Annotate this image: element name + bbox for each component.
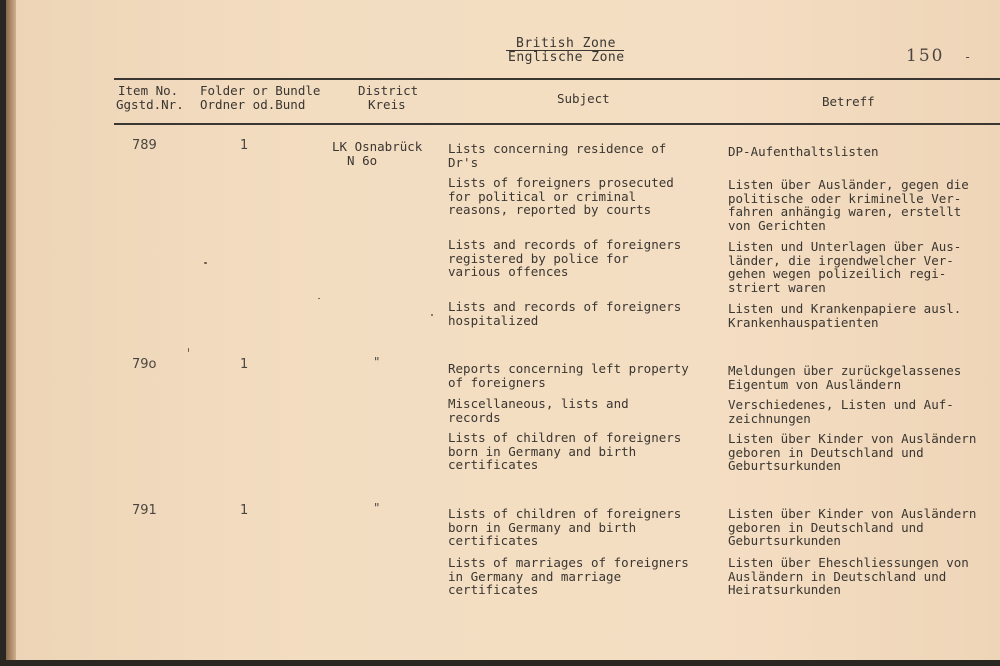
col-folder-en: Folder or Bundle <box>200 83 321 98</box>
subject-entry: Lists of foreigners prosecuted for political or criminal reasons, reported by courts <box>448 175 674 217</box>
col-district-de: Kreis <box>368 97 406 112</box>
document-page <box>6 0 1000 660</box>
betreff-entry: Listen und Krankenpapiere ausl. Krankenhauspatienten <box>728 301 962 330</box>
betreff-entry: Listen über Kinder von Ausländern geboren in Deutschland und Geburtsurkunden <box>728 431 977 473</box>
subject-entry: Lists concerning residence of Dr's <box>448 141 667 170</box>
header-rule-top <box>114 78 1000 80</box>
paper-speck <box>318 298 320 299</box>
item-number: 789 <box>132 138 157 153</box>
col-betreff: Betreff <box>822 94 875 109</box>
zone-title-english: British Zone <box>516 36 616 51</box>
page-mark: - <box>964 50 972 64</box>
betreff-entry: Listen über Ausländer, gegen die politische oder kriminelle Ver- fahren anhängig waren, erstellt von Gerichten <box>728 177 969 233</box>
subject-entry: Lists of children of foreigners born in Germany and birth certificates <box>448 430 682 472</box>
subject-entry: Reports concerning left property of foreigners <box>448 361 689 390</box>
item-number: 79o <box>132 357 157 372</box>
col-subject: Subject <box>557 91 610 106</box>
betreff-entry: Listen über Kinder von Ausländern geboren in Deutschland und Geburtsurkunden <box>728 506 977 548</box>
betreff-entry: Verschiedenes, Listen und Auf- zeichnungen <box>728 397 954 426</box>
page-number: 150 <box>906 46 945 66</box>
zone-title-german: Englische Zone <box>508 50 625 65</box>
subject-entry: Lists and records of foreigners hospitalized <box>448 299 682 328</box>
paper-speck <box>431 314 433 316</box>
page-header <box>6 34 1000 74</box>
item-folder: 1 <box>240 138 249 153</box>
subject-entry: Miscellaneous, lists and records <box>448 396 629 425</box>
subject-entry: Lists and records of foreigners registered by police for various offences <box>448 237 682 279</box>
item-folder: 1 <box>240 357 249 372</box>
subject-entry: Lists of children of foreigners born in Germany and birth certificates <box>448 506 682 548</box>
betreff-entry: Meldungen über zurückgelassenes Eigentum von Ausländern <box>728 363 962 392</box>
col-district-en: District <box>358 83 419 98</box>
betreff-entry: Listen und Unterlagen über Aus- länder, die irgendwelcher Ver- gehen wegen polizeilich regi- striert waren <box>728 239 962 295</box>
item-number: 791 <box>132 503 157 518</box>
item-district-ditto: " <box>374 355 380 369</box>
page-edge <box>6 0 16 660</box>
col-item-en: Item No. <box>118 83 179 98</box>
item-district-ditto: " <box>374 501 380 515</box>
item-district: LK Osnabrück N 6o <box>332 139 423 168</box>
betreff-entry: Listen über Eheschliessungen von Ausländern in Deutschland und Heiratsurkunden <box>728 555 969 597</box>
subject-entry: Lists of marriages of foreigners in Germany and marriage certificates <box>448 555 689 597</box>
col-item-de: Ggstd.Nr. <box>116 97 184 112</box>
header-rule-bottom <box>114 123 1000 125</box>
betreff-entry: DP-Aufenthaltslisten <box>728 144 879 159</box>
col-folder-de: Ordner od.Bund <box>200 97 306 112</box>
item-folder: 1 <box>240 503 249 518</box>
paper-speck <box>188 348 189 352</box>
paper-speck <box>204 262 207 264</box>
